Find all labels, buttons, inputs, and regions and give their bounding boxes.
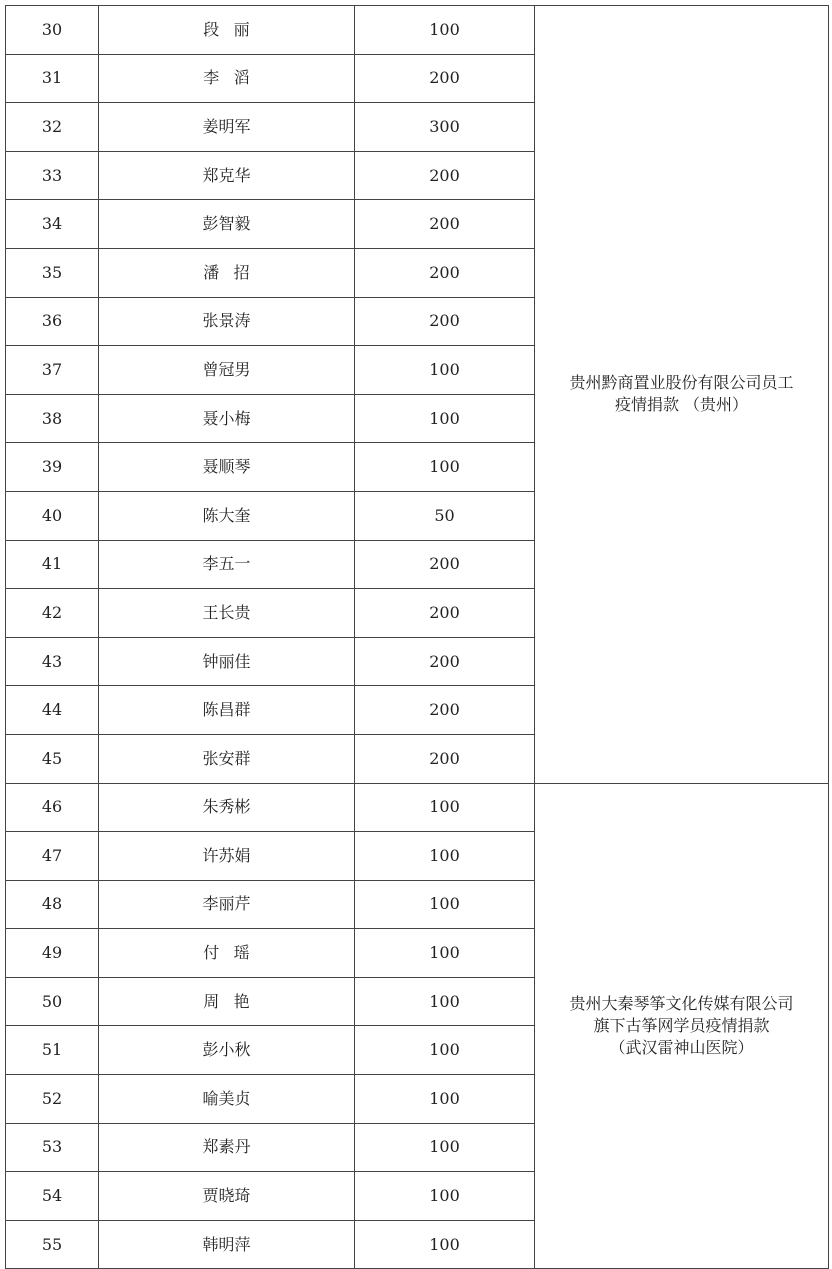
row-number-cell: 35: [6, 248, 99, 297]
row-number-cell: 42: [6, 589, 99, 638]
donor-name: 朱秀彬: [202, 797, 251, 817]
row-number-cell: 33: [6, 151, 99, 200]
donation-purpose-line: （武汉雷神山医院）: [609, 1037, 754, 1057]
donor-name-cell: [99, 1026, 355, 1075]
row-number-cell: 44: [6, 686, 99, 735]
donation-amount-cell: 200: [355, 637, 535, 686]
donor-name: 许苏娟: [202, 845, 251, 865]
donation-amount-cell: 200: [355, 151, 535, 200]
donation-table: [5, 5, 829, 1269]
row-number-cell: 55: [6, 1220, 99, 1269]
donor-name-cell: [99, 686, 355, 735]
donation-amount-cell: 200: [355, 200, 535, 249]
donation-purpose-line: 疫情捐款 （贵州）: [614, 395, 749, 415]
donor-name-cell: [99, 1123, 355, 1172]
donor-name: 贾晓琦: [202, 1186, 251, 1206]
row-number-cell: 32: [6, 103, 99, 152]
row-number-cell: 31: [6, 54, 99, 103]
donation-amount-cell: 200: [355, 54, 535, 103]
donor-name: 韩明萍: [202, 1234, 251, 1254]
donation-purpose-cell: [535, 783, 829, 1269]
row-number-cell: 37: [6, 346, 99, 395]
donor-name-cell: [99, 832, 355, 881]
row-number-cell: 36: [6, 297, 99, 346]
donor-name: 彭智毅: [202, 214, 251, 234]
donor-name-cell: [99, 394, 355, 443]
donor-name-cell: [99, 346, 355, 395]
donation-amount-cell: 200: [355, 686, 535, 735]
donor-name: 郑素丹: [202, 1137, 251, 1157]
donor-name-cell: [99, 297, 355, 346]
donor-name-cell: [99, 443, 355, 492]
donation-amount-cell: 100: [355, 880, 535, 929]
donation-amount-cell: 200: [355, 297, 535, 346]
donor-name: 聂小梅: [202, 408, 251, 428]
donation-amount-cell: 100: [355, 1026, 535, 1075]
donor-name-cell: [99, 734, 355, 783]
donor-name-cell: [99, 248, 355, 297]
donation-amount-cell: 100: [355, 783, 535, 832]
donor-name-cell: [99, 1220, 355, 1269]
donor-name-cell: [99, 540, 355, 589]
donation-amount-cell: 300: [355, 103, 535, 152]
donor-name-cell: [99, 200, 355, 249]
donor-name: 李丽芹: [202, 894, 251, 914]
donor-name-cell: [99, 1075, 355, 1124]
donation-amount-cell: 100: [355, 977, 535, 1026]
donor-name: 潘招: [203, 262, 265, 282]
donor-name-cell: [99, 491, 355, 540]
row-number-cell: 49: [6, 929, 99, 978]
donor-name: 陈昌群: [202, 700, 251, 720]
donor-name: 张安群: [202, 748, 251, 768]
donation-amount-cell: 100: [355, 394, 535, 443]
donor-name: 喻美贞: [202, 1088, 251, 1108]
donor-name: 曾冠男: [202, 359, 251, 379]
donor-name: 陈大奎: [202, 505, 251, 525]
table-row: [6, 6, 829, 55]
row-number-cell: 51: [6, 1026, 99, 1075]
donor-name-cell: [99, 929, 355, 978]
donor-name-cell: [99, 54, 355, 103]
donor-name: 姜明军: [202, 116, 251, 136]
donation-amount-cell: 100: [355, 6, 535, 55]
donor-name: 钟丽佳: [202, 651, 251, 671]
donor-name-cell: [99, 151, 355, 200]
row-number-cell: 38: [6, 394, 99, 443]
row-number-cell: 53: [6, 1123, 99, 1172]
donor-name-cell: [99, 977, 355, 1026]
row-number-cell: 39: [6, 443, 99, 492]
donor-name: 李滔: [203, 68, 265, 88]
donor-name: 周艳: [203, 991, 265, 1011]
donation-purpose-line: 贵州大秦琴筝文化传媒有限公司: [569, 993, 794, 1013]
donation-amount-cell: 100: [355, 346, 535, 395]
donation-amount-cell: 200: [355, 734, 535, 783]
row-number-cell: 45: [6, 734, 99, 783]
donation-amount-cell: 200: [355, 248, 535, 297]
donation-purpose-line: 贵州黔商置业股份有限公司员工: [569, 373, 794, 393]
row-number-cell: 30: [6, 6, 99, 55]
donation-amount-cell: 200: [355, 589, 535, 638]
donation-amount-cell: 100: [355, 1123, 535, 1172]
donor-name: 张景涛: [202, 311, 251, 331]
donation-amount-cell: 200: [355, 540, 535, 589]
donor-name: 王长贵: [202, 602, 251, 622]
donation-amount-cell: 100: [355, 929, 535, 978]
row-number-cell: 47: [6, 832, 99, 881]
donor-name-cell: [99, 589, 355, 638]
donor-name: 聂顺琴: [202, 457, 251, 477]
donor-name-cell: [99, 637, 355, 686]
donation-amount-cell: 100: [355, 443, 535, 492]
row-number-cell: 34: [6, 200, 99, 249]
row-number-cell: 52: [6, 1075, 99, 1124]
donor-name-cell: [99, 103, 355, 152]
row-number-cell: 46: [6, 783, 99, 832]
donor-name: 彭小秋: [202, 1040, 251, 1060]
donor-name: 段丽: [203, 19, 265, 39]
donation-amount-cell: 100: [355, 1075, 535, 1124]
donor-name: 李五一: [202, 554, 251, 574]
donation-amount-cell: 100: [355, 1172, 535, 1221]
donation-amount-cell: 50: [355, 491, 535, 540]
row-number-cell: 48: [6, 880, 99, 929]
donation-purpose-line: 旗下古筝网学员疫情捐款: [593, 1015, 770, 1035]
donor-name: 郑克华: [202, 165, 251, 185]
donor-name-cell: [99, 1172, 355, 1221]
row-number-cell: 41: [6, 540, 99, 589]
donation-purpose-cell: [535, 6, 829, 784]
row-number-cell: 43: [6, 637, 99, 686]
donor-name: 付瑶: [203, 943, 265, 963]
table-row: [6, 783, 829, 832]
donor-name-cell: [99, 783, 355, 832]
donor-name-cell: [99, 880, 355, 929]
donation-table-body: [6, 6, 829, 1269]
donor-name-cell: [99, 6, 355, 55]
row-number-cell: 40: [6, 491, 99, 540]
row-number-cell: 50: [6, 977, 99, 1026]
row-number-cell: 54: [6, 1172, 99, 1221]
donation-amount-cell: 100: [355, 1220, 535, 1269]
donation-amount-cell: 100: [355, 832, 535, 881]
